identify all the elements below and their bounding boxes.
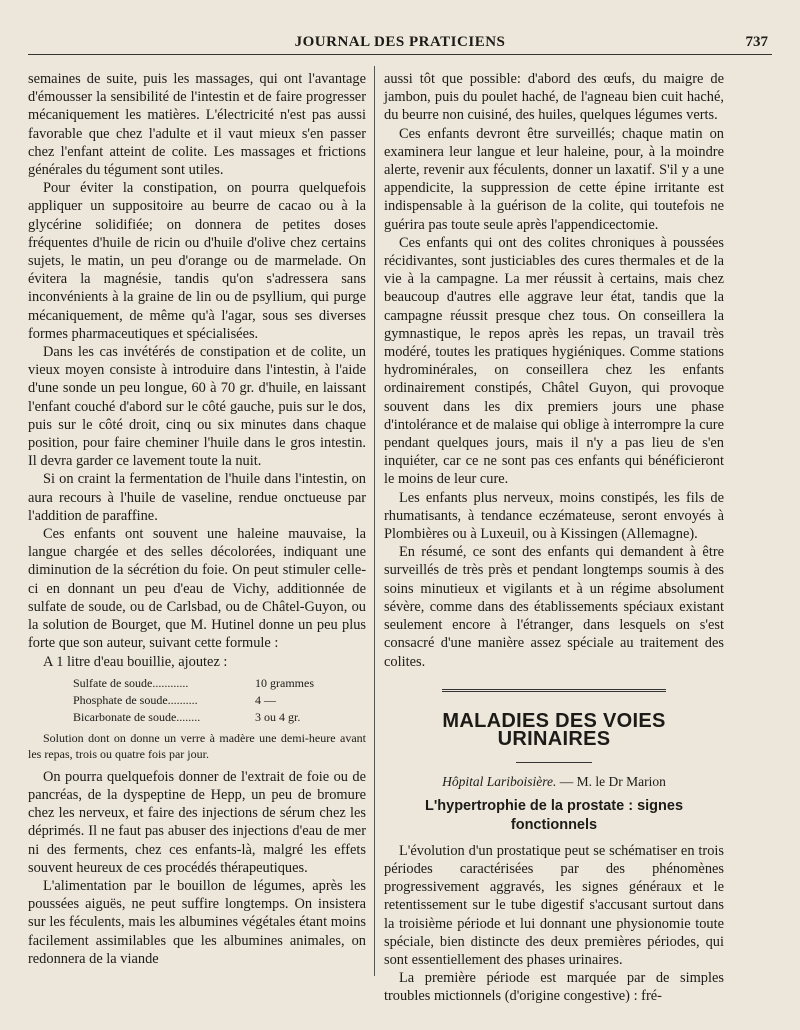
paragraph: La première période est marquée par de simples troubles mictionnels (d'origine congestive) : fré- [384, 970, 724, 1005]
paragraph: Dans les cas invétérés de constipation et de colite, un vieux moyen consiste à introduire dans l'intestin, à l'aide d'une sonde un peu longue, 60 à 70 gr. d'huile, en laissant l'enfant couché d'abord sur le côté gauche, puis sur le dos, puis sur le côté droit, cinq ou six minutes dans chaque position, pour faire cheminer l'huile dans le gros intestin. Il devra garder ce lavement toute la nuit. [28, 344, 366, 470]
paragraph: Ces enfants qui ont des colites chroniques à poussées récidivantes, sont justiciables des cures thermales et de la vie à la campagne. La mer réussit à certains, mais chez beaucoup d'autres elle aggrave leur état, tandis que la campagne réussit presque chez tous. On conseillera la gymnastique, le repos après les repas, un travail très modéré, toutes les pratiques hygiéniques. Comme stations hydrominérales, on conseillera chez les enfants ordinairement constipés, Châtel Guyon, qui provoque souvent dans les dix premiers jours une phase d'intolérance et de malaise qui oblige à interrompre la cure pendant quelques jours, mais il n'y a pas lieu de s'en inquiéter, car ce ne sont pas ces enfants qui bénéficieront le moins de leur cure. [384, 234, 724, 488]
recipe-row [73, 692, 314, 709]
paragraph: L'évolution d'un prostatique peut se schématiser en trois périodes caractérisées par des phénomènes progressivement aggravés, les signes généraux et le retentissement sur le tube digestif s'accusant surtout dans la troisième période et lui donnant une physionomie toute spéciale, bien distincte des deux premières périodes, qui sont essentiellement des phases urinaires. [384, 842, 724, 968]
section-title: MALADIES DES VOIES URINAIRES [442, 709, 666, 750]
recipe-table [73, 675, 314, 726]
paragraph: Ces enfants devront être surveillés; chaque matin on examinera leur langue et leur haleine, pour, à la moindre alerte, revenir aux féculents, donner un laxatif. S'il y a une appendicite, la suppression de cette épine irritante est indispensable à la guérison de la colite, qui toutefois ne guérira pas toute seule après l'appendicectomie. [384, 125, 724, 233]
recipe-quantity: 3 ou 4 gr. [255, 709, 301, 724]
hospital-name: Hôpital Lariboisière. [442, 774, 557, 790]
recipe-quantity: 4 — [255, 692, 276, 707]
paragraph: L'alimentation par le bouillon de légumes, après les poussées aiguës, ne peut suffire longtemps. On insistera sur les féculents, mais les albumines végétales étant moins facilement assimilables que les albumines animales, on redonnera de la viande [28, 877, 366, 967]
column-divider [374, 66, 375, 976]
journal-title: JOURNAL DES PRATICIENS [294, 34, 506, 50]
paragraph: Pour éviter la constipation, on pourra quelquefois appliquer un suppositoire au beurre de cacao ou à la glycérine solidifiée; on donnera de petites doses fréquentes d'huile de ricin ou d'huile d'olive chez certains sujets, le matin, un peu d'orange ou de marmelade. On évitera la magnésie, tandis qu'on s'adressera sans inconvénients à la graine de lin ou de psyllium, qui purge mécaniquement, de même qu'à l'agar, sous ses diverses formes pharmaceutiques et spécialisées. [28, 180, 366, 342]
recipe-ingredient: Sulfate de soude............ [73, 675, 189, 690]
hospital-byline [384, 773, 724, 791]
paragraph: Ces enfants ont souvent une haleine mauvaise, la langue chargée et des selles décolorées, indiquant une diminution de la sécrétion du foie. On peut stimuler celle-ci en donnant un peu d'eau de Vichy, additionnée de sulfate de soude, ou de Carlsbad, ou de Châtel-Guyon, ou la solution de Bourget, que M. Hutinel donne un peu plus forte que son auteur, suivant cette formule : [28, 526, 366, 652]
paragraph: On pourra quelquefois donner de l'extrait de foie ou de pancréas, de la dyspeptine de Hepp, un peu de bromure chez les nerveux, et faire des injections de sérum chez les déprimés. Il ne faut pas abuser des injections d'eau de mer ni des ferments, chez ces enfants-là, malgré les effets souvent heureux de ces procédés thérapeutiques. [28, 768, 366, 876]
recipe-row [73, 675, 314, 692]
recipe-ingredient: Bicarbonate de soude........ [73, 709, 201, 724]
paragraph: semaines de suite, puis les massages, qui ont l'avantage d'émousser la sensibilité de l'intestin et de faire progresser mécaniquement les matières. L'électricité n'est pas aussi favorable que chez l'adulte et il vaut mieux s'en passer chez l'enfant atteint de colite. Les massages et frictions générales du tégument sont utiles. [28, 71, 366, 179]
paragraph: aussi tôt que possible: d'abord des œufs, du maigre de jambon, puis du poulet haché, de l'agneau bien cuit haché, du beurre non cuisiné, des huiles, quelques légumes verts. [384, 71, 724, 124]
recipe-quantity: 10 grammes [255, 675, 314, 690]
paragraph: Les enfants plus nerveux, moins constipés, les fils de rhumatisants, à tendance eczémateuse, seront envoyés à Plombières ou à Luxeuil, ou à Kissingen (Allemagne). [384, 489, 724, 543]
article-subtitle: L'hypertrophie de la prostate : signes fonctionnels [424, 798, 684, 833]
title-divider [516, 762, 592, 763]
right-column [384, 70, 724, 1006]
left-column [28, 70, 366, 968]
author-name: — M. le Dr Marion [559, 774, 666, 790]
page-number: 737 [745, 34, 768, 50]
page-header [28, 32, 772, 55]
formula-intro: A 1 litre d'eau bouillie, ajoutez : [43, 653, 228, 670]
recipe-note: Solution dont on donne un verre à madère une demi-heure avant les repas, trois ou quatre fois par jour. [28, 730, 366, 761]
paragraph: En résumé, ce sont des enfants qui demandent à être surveillés de très près et pendant longtemps soumis à des soins minutieux et vigilants et à un régime absolument sévère, comme dans des établissements spéciaux existant seulement encore à l'étranger, dans lesquels on s'est consacré d'une manière assez spéciale au traitement des colites. [384, 544, 724, 670]
recipe-ingredient: Phosphate de soude.......... [73, 692, 198, 707]
section-divider [442, 689, 666, 696]
paragraph: Si on craint la fermentation de l'huile dans l'intestin, on aura recours à l'huile de vaseline, rendue onctueuse par l'addition de paraffine. [28, 471, 366, 524]
recipe-row [73, 709, 314, 726]
